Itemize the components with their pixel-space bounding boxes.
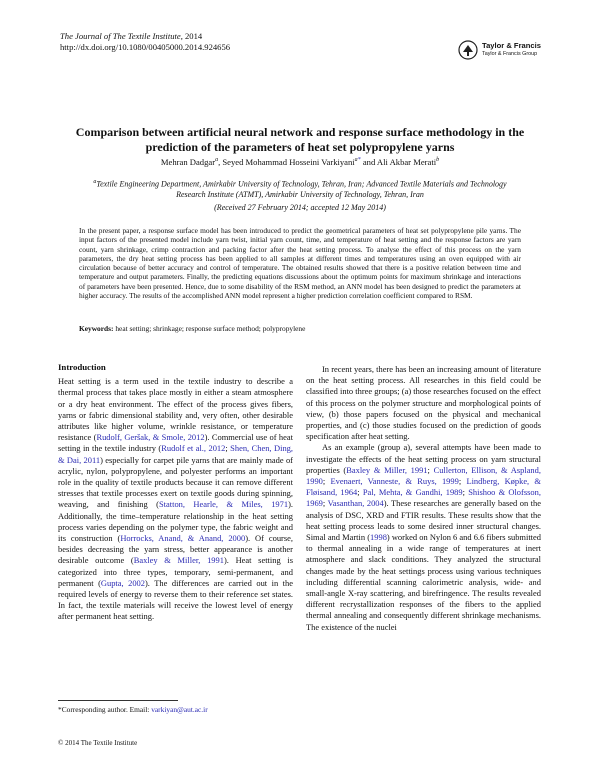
citation-link[interactable]: 1998 <box>370 532 387 543</box>
keywords-label: Keywords: <box>79 324 114 333</box>
footnote-divider <box>58 700 178 701</box>
title-line-2: prediction of the parameters of heat set polypropylene yarns <box>145 140 455 154</box>
text-run: ; <box>458 476 467 487</box>
section-heading-introduction: Introduction <box>58 362 106 372</box>
affil-line-1: Textile Engineering Department, Amirkabir University of Technology, Tehran, Iran; Advanced Textile Materials and Technology <box>96 179 507 189</box>
paragraph-group-a <box>306 442 541 632</box>
journal-year: , 2014 <box>180 31 203 41</box>
text-run: As an example (group a), several attempts have been made to investigate the effects of the heat setting process on yarn structural properties ( <box>306 442 541 475</box>
text-run: ). Additionally, the time–temperature relationship in the heat setting process varies depending on the polymer type, the fabric weight and its construction ( <box>58 499 293 544</box>
text-run: ; <box>462 487 469 498</box>
paragraph-literature: In recent years, there has been an increasing amount of literature on the heat setting process. All researches in this field could be classified into three groups; (a) those researches focused on the effect of this process on the polymer structure and morphological points of view, (b) those papers focused on the physical and mechanical properties, and (c) those studies focused on the prediction of goods specification after heat setting. <box>306 364 541 442</box>
citation-link[interactable]: Rudolf, Geršak, & Smole, 2012 <box>96 432 205 443</box>
author-3: and Ali Akbar Merati <box>362 157 437 167</box>
citation-link[interactable]: Cullerton, Ellison, & Aspland, 1990 <box>306 464 541 487</box>
intro-paragraph <box>58 376 293 622</box>
text-run: ). The differences are carried out in the required levels of energy to reverse them to their reference set states. In fact, the textile materials will receive the lowest level of energy after permanent heat setting. <box>58 577 293 622</box>
corresponding-mark[interactable]: * <box>357 157 361 164</box>
right-column <box>306 364 541 633</box>
citation-link[interactable]: Baxley & Miller, 1991 <box>133 555 224 566</box>
text-run: ; <box>322 498 328 509</box>
text-run: ) especially for carpet pile yarns that are mainly made of acrylic, nylon, polypropylene, and polyester performs an important role in the quality of textile products because it can remove different stresses that textile processes exert on textile goods during spinning, weaving, and finishing ( <box>58 454 293 510</box>
citation-link[interactable]: Gupta, 2002 <box>100 577 145 588</box>
text-run: ; <box>357 487 363 498</box>
citation-link[interactable]: Lindberg, Køpke, & Fløisand, 1964 <box>306 476 541 498</box>
text-run: ; <box>427 464 434 475</box>
corresponding-author-note <box>58 705 208 714</box>
text-run: Heat setting is a term used in the textile industry to describe a thermal process that takes place mostly in either a steam atmosphere or a dry heat environment. The effect of the process gives fibers, yarns or fabric dimensional stability and, very often, other desirable attributes like higher volume, wrinkle resistance, or temperature resistance ( <box>58 376 293 443</box>
affil-sup-a: a <box>93 179 97 185</box>
publisher-logo <box>458 38 548 64</box>
author-list: Mehran Dadgar$^a$, Seyed Mohammad Hosseini Varkiyani$^{a*}$ and Ali Akbar Merati$^b$ <box>160 157 440 167</box>
author-2-affil: a <box>354 157 358 164</box>
copyright-notice: © 2014 The Textile Institute <box>58 739 138 747</box>
citation-link[interactable]: Baxley & Miller, 1991 <box>346 464 428 475</box>
article-title <box>60 125 540 155</box>
received-dates: (Received 27 February 2014; accepted 12 May 2014) <box>214 203 386 212</box>
journal-name: The Journal of The Textile Institute <box>60 31 181 41</box>
citation-link[interactable]: Horrocks, Anand, & Anand, 2000 <box>120 533 246 544</box>
text-run: ; <box>225 443 231 454</box>
doi-link[interactable]: http://dx.doi.org/10.1080/00405000.2014.924656 <box>60 42 231 52</box>
citation-link[interactable]: Rudolf et al., 2012 <box>161 443 226 454</box>
corr-label: *Corresponding author. Email: <box>58 705 152 714</box>
citation-link[interactable]: Shen, Chen, Ding, & Dai, 2011 <box>58 443 293 465</box>
text-run: ). These researches are generally based on the analysis of DSC, XRD and FTIR results. These results show that the heat setting process leads to some desired inner structural changes. Simal and Martin ( <box>306 498 541 543</box>
text-run: ; <box>322 476 331 487</box>
publisher-logo-icon <box>458 40 478 60</box>
citation-link[interactable]: Vasanthan, 2004 <box>327 498 384 509</box>
left-column <box>58 362 293 623</box>
author-1-affil: a <box>215 157 219 164</box>
citation-link[interactable]: Shishoo & Olofsson, 1969 <box>306 487 541 509</box>
affiliations <box>60 177 540 201</box>
citation-link[interactable]: Evenaert, Vanneste, & Ruys, 1999 <box>330 476 459 487</box>
author-2: Seyed Mohammad Hosseini Varkiyani <box>222 157 355 167</box>
title-line-1: Comparison between artificial neural network and response surface methodology in the <box>75 125 525 139</box>
corr-email-link[interactable]: varkiyan@aut.ac.ir <box>151 705 208 714</box>
author-1: Mehran Dadgar <box>160 157 216 167</box>
citation-link[interactable]: Statton, Hearle, & Miles, 1971 <box>158 499 289 510</box>
journal-header <box>60 31 230 53</box>
publisher-brand: Taylor & Francis <box>482 41 541 50</box>
author-3-affil: b <box>436 157 440 164</box>
text-run: ). Commercial use of heat setting in the textile industry ( <box>58 432 293 454</box>
publisher-group: Taylor & Francis Group <box>482 51 538 57</box>
keywords <box>79 324 521 333</box>
text-run: ). Heat setting is categorized into three types, temporary, semi-permanent, and permanent ( <box>58 555 293 588</box>
citation-link[interactable]: Pal, Mehta, & Gandhi, 1989 <box>362 487 463 498</box>
text-run: ). Of course, besides decreasing the yarn stress, better appearance is another desirable outcome ( <box>58 533 293 566</box>
keywords-list: heat setting; shrinkage; response surface method; polypropylene <box>113 324 306 333</box>
text-run: ) worked on Nylon 6 and 6.6 fibers submitted to thermal annealing in a wide range of temperatures at inert atmosphere and slack conditions. They analyzed the structural changes made by the heat settings process using various techniques including differential scanning calorimetric analysis, wide- and small-angle X-ray scattering, and birefringence. The results revealed different recrystallization responses of the fibers to the applied thermal annealing and consequently different shrinkage mechanisms. The existence of the nuclei <box>306 532 541 632</box>
abstract: In the present paper, a response surface model has been introduced to predict the geometrical parameters of heat set polypropylene pile yarns. The input factors of the presented model include yarn twist, initial yarn count, time, and temperature of heat setting and the response factors are yarn count, yarn shrinkage, crimp contraction and packing factor after the heat setting process. To analyse the effect of this process on the yarn parameters, the dry heat setting process has been applied to all samples at different times and temperatures using an oven equipped with air circulation because of better accuracy and control of temperature. The obtained results showed that there is a positive relation between time and temperature and output parameters. Finally, the predicting equations discussions about the optimum points for maximum shrinkage and interactions of parameters have been presented. Hence, due to some disability of the RSM method, an ANN model has been designed to predict the parameters at higher accuracy. The results of the accomplished ANN model represent a higher prediction correlation coefficient compared to RSM. <box>79 226 521 301</box>
affil-line-2: Research Institute (ATMT), Amirkabir University of Technology, Tehran, Iran <box>176 190 424 200</box>
